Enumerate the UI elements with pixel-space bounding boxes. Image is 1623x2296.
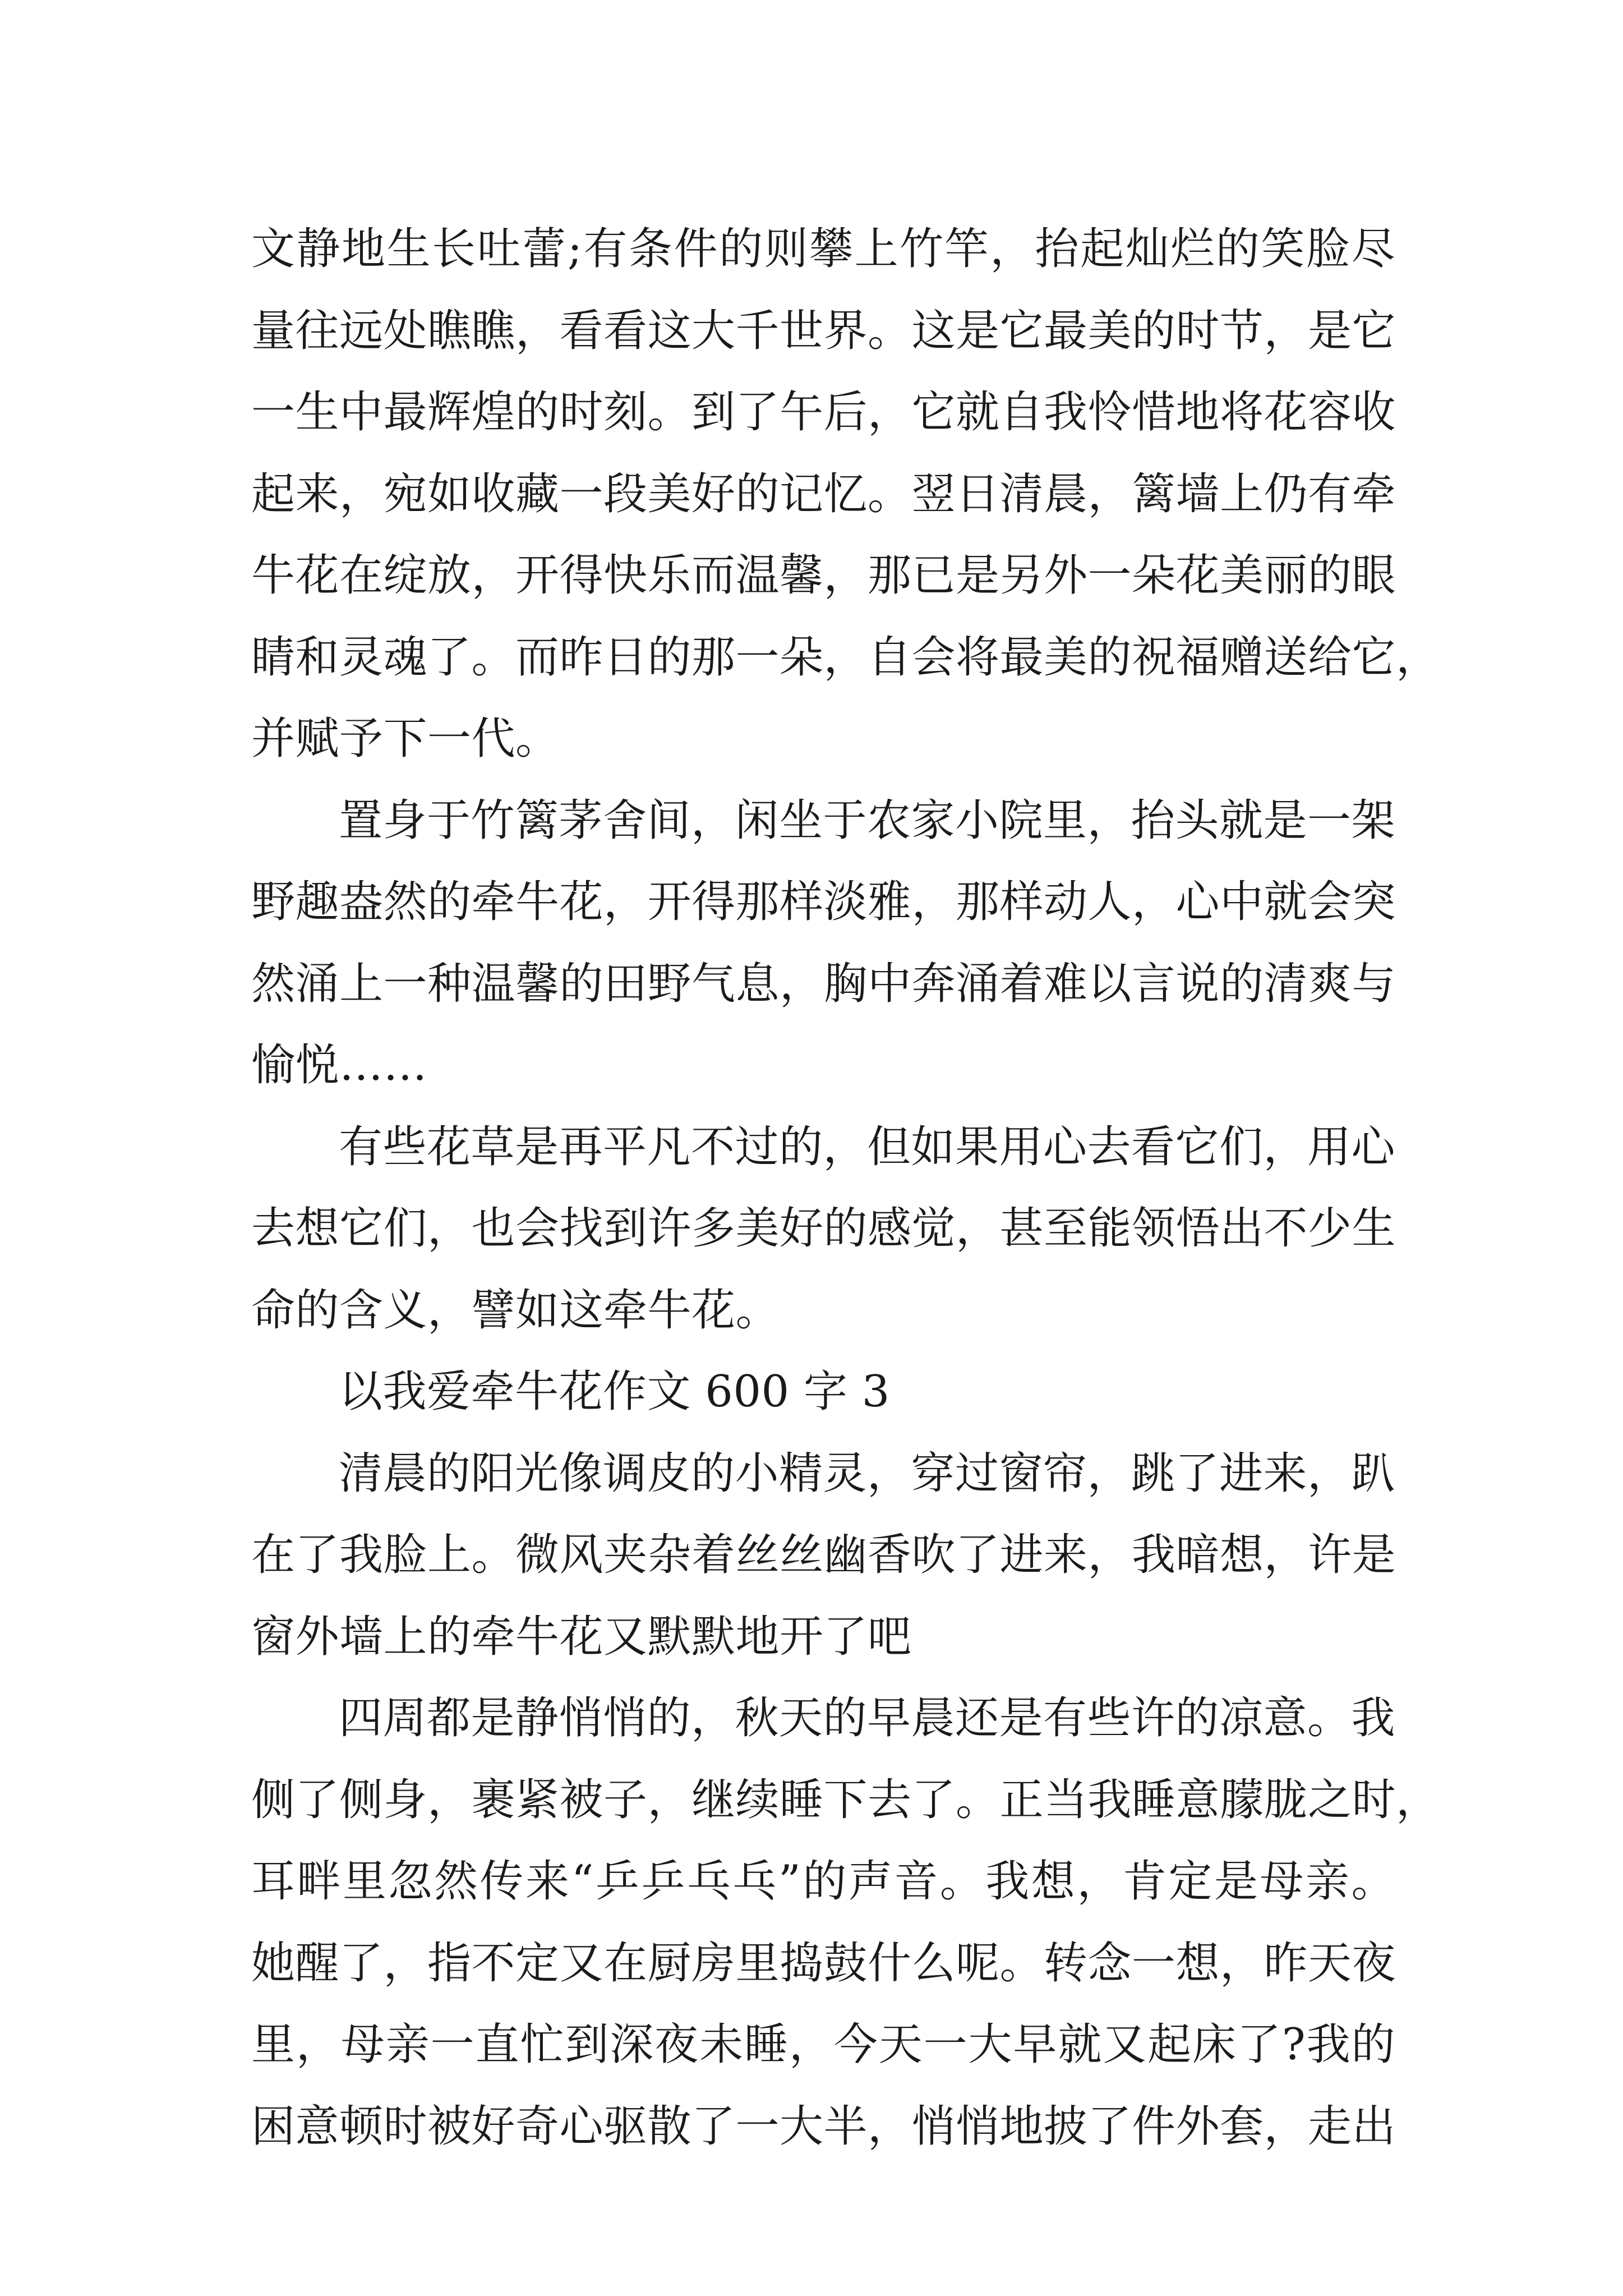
text-line: 野趣盎然的牵牛花，开得那样淡雅，那样动人，心中就会突 <box>251 877 1396 927</box>
body-text <box>251 209 1440 2168</box>
text-line: 侧了侧身，裹紧被子，继续睡下去了。正当我睡意朦胧之时， <box>251 1774 1440 1825</box>
text-line: 并赋予下一代。 <box>251 714 560 764</box>
text-line: 她醒了，指不定又在厨房里捣鼓什么呢。转念一想，昨天夜 <box>251 1938 1396 1989</box>
text-line: 困意顿时被好奇心驱散了一大半，悄悄地披了件外套，走出 <box>251 2101 1396 2152</box>
text-line: 耳畔里忽然传来“乒乒乓乓”的声音。我想，肯定是母亲。 <box>251 1856 1395 1907</box>
text-line: 里，母亲一直忙到深夜未睡，今天一大早就又起床了?我的 <box>251 2019 1395 2070</box>
text-line: 去想它们，也会找到许多美好的感觉，甚至能领悟出不少生 <box>251 1203 1396 1254</box>
text-line: 置身于竹篱茅舍间，闲坐于农家小院里，抬头就是一架 <box>339 795 1396 846</box>
text-line: 一生中最辉煌的时刻。到了午后，它就自我怜惜地将花容收 <box>251 387 1396 438</box>
text-line: 起来，宛如收藏一段美好的记忆。翌日清晨，篱墙上仍有牵 <box>251 468 1396 519</box>
text-line: 牛花在绽放，开得快乐而温馨，那已是另外一朵花美丽的眼 <box>251 550 1396 601</box>
text-line: 以我爱牵牛花作文 600 字 3 <box>339 1366 890 1417</box>
text-line: 然涌上一种温馨的田野气息，胸中奔涌着难以言说的清爽与 <box>251 958 1396 1009</box>
text-line: 量往远处瞧瞧，看看这大千世界。这是它最美的时节，是它 <box>251 305 1396 356</box>
text-line: 清晨的阳光像调皮的小精灵，穿过窗帘，跳了进来，趴 <box>339 1448 1396 1499</box>
text-line: 窗外墙上的牵牛花又默默地开了吧 <box>251 1611 912 1662</box>
text-line: 在了我脸上。微风夹杂着丝丝幽香吹了进来，我暗想，许是 <box>251 1530 1396 1580</box>
text-line: 命的含义，譬如这牵牛花。 <box>251 1285 780 1336</box>
text-line: 文静地生长吐蕾;有条件的则攀上竹竿，抬起灿烂的笑脸尽 <box>251 224 1395 274</box>
text-line: 睛和灵魂了。而昨日的那一朵，自会将最美的祝福赠送给它， <box>251 632 1440 683</box>
text-line: 四周都是静悄悄的，秋天的早晨还是有些许的凉意。我 <box>339 1693 1396 1743</box>
text-line: 愉悦…… <box>251 1040 428 1091</box>
text-line: 有些花草是再平凡不过的，但如果用心去看它们，用心 <box>339 1121 1396 1172</box>
